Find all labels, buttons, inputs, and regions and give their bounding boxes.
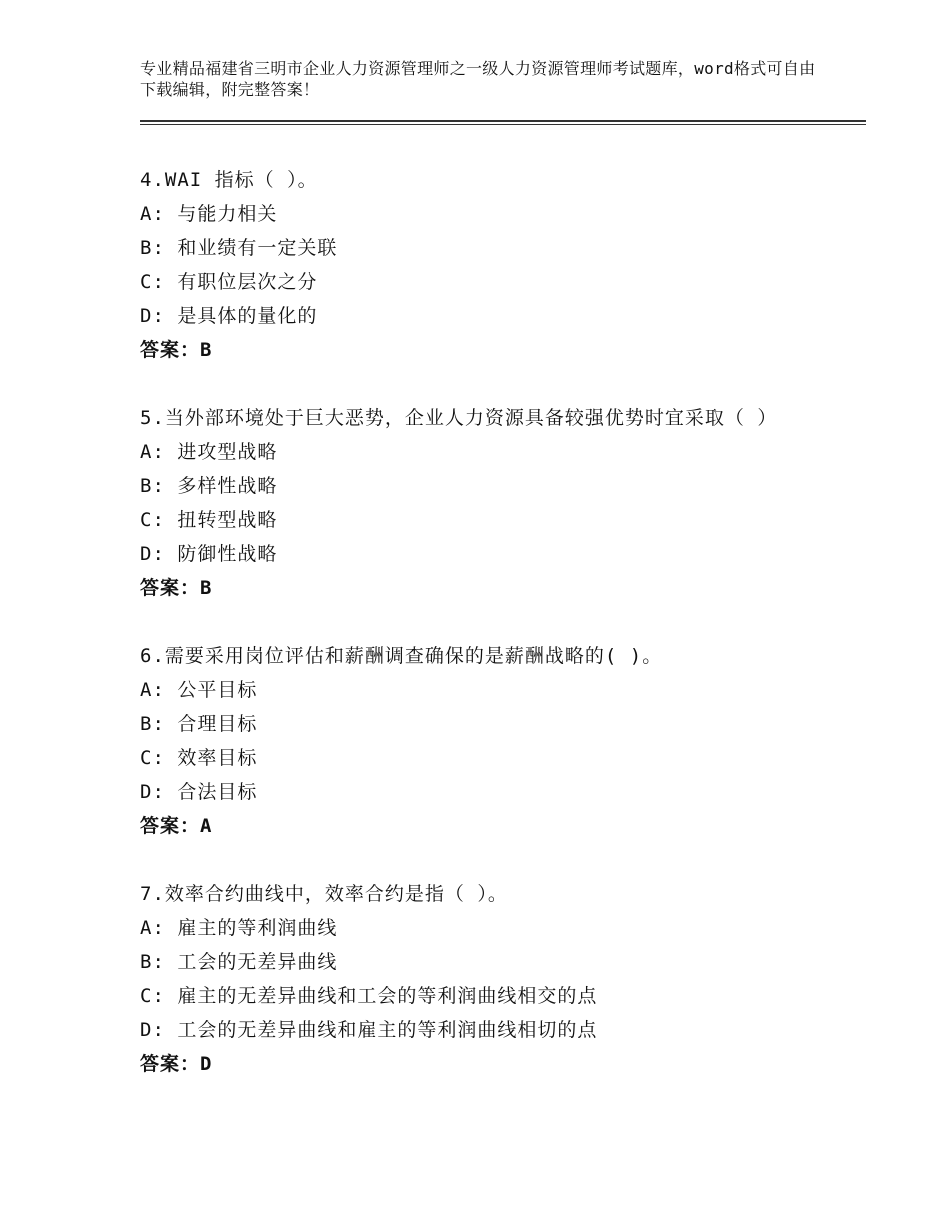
option-d: D: 合法目标 [140,781,258,803]
question-4 [140,163,840,367]
question-7 [140,877,840,1081]
answer-value: B [200,339,213,361]
option-b: B: 和业绩有一定关联 [140,237,338,259]
answer-line [140,809,840,843]
question-6 [140,639,840,843]
option-b: B: 多样性战略 [140,475,278,497]
answer-value: A [200,815,213,837]
question-stem: 5.当外部环境处于巨大恶势，企业人力资源具备较强优势时宜采取（ ） [140,407,778,429]
header-divider-thick [140,120,866,122]
option-c: C: 有职位层次之分 [140,271,318,293]
question-stem: 6.需要采用岗位评估和薪酬调查确保的是薪酬战略的( )。 [140,645,663,667]
option-d: D: 是具体的量化的 [140,305,318,327]
answer-label: 答案： [140,339,201,361]
header-divider-thin [140,124,866,125]
question-stem: 4.WAI 指标（ ）。 [140,169,318,191]
option-b: B: 工会的无差异曲线 [140,951,338,973]
option-a: A: 雇主的等利润曲线 [140,917,338,939]
option-a: A: 与能力相关 [140,203,278,225]
answer-label: 答案： [140,577,201,599]
option-b: B: 合理目标 [140,713,258,735]
answer-line [140,1047,840,1081]
option-c: C: 雇主的无差异曲线和工会的等利润曲线相交的点 [140,985,598,1007]
option-d: D: 工会的无差异曲线和雇主的等利润曲线相切的点 [140,1019,598,1041]
question-stem: 7.效率合约曲线中，效率合约是指（ ）。 [140,883,508,905]
answer-label: 答案： [140,1053,201,1075]
document-header: 专业精品福建省三明市企业人力资源管理师之一级人力资源管理师考试题库，word格式可自由下载编辑，附完整答案！ [140,59,816,99]
option-c: C: 效率目标 [140,747,258,769]
answer-line [140,571,840,605]
question-list [140,163,840,1115]
question-5 [140,401,840,605]
answer-value: D [200,1053,213,1075]
answer-value: B [200,577,213,599]
option-c: C: 扭转型战略 [140,509,278,531]
option-d: D: 防御性战略 [140,543,278,565]
answer-label: 答案： [140,815,201,837]
option-a: A: 公平目标 [140,679,258,701]
answer-line [140,333,840,367]
option-a: A: 进攻型战略 [140,441,278,463]
